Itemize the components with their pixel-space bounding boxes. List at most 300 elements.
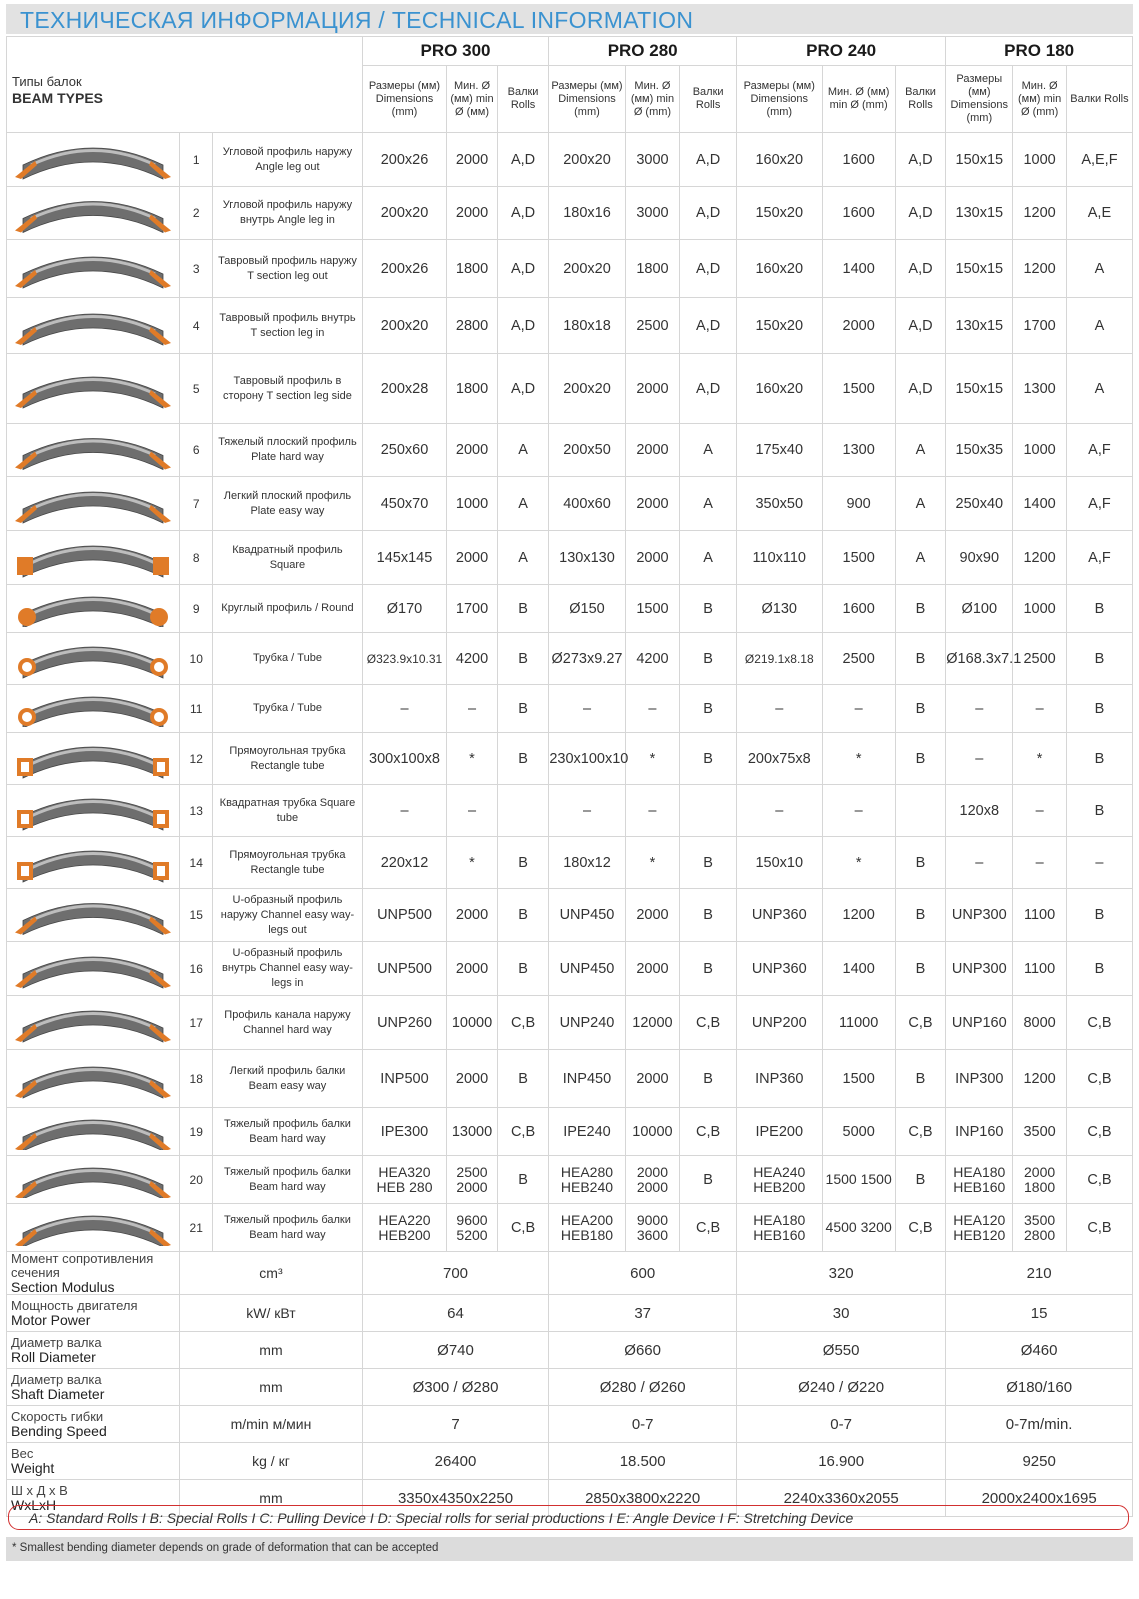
min-diameter-cell: 2000 bbox=[625, 942, 680, 996]
row-number: 15 bbox=[180, 889, 213, 942]
dimensions-cell: UNP260 bbox=[362, 996, 447, 1050]
row-number: 17 bbox=[180, 996, 213, 1050]
min-diameter-cell: 9600 5200 bbox=[447, 1204, 498, 1252]
dimensions-cell: 200x50 bbox=[549, 424, 625, 477]
spec-row bbox=[7, 1295, 1133, 1332]
min-diameter-cell: 1200 bbox=[1013, 240, 1067, 298]
beam-description: Тавровый профиль в сторону T section leg side bbox=[213, 354, 363, 424]
min-diameter-cell: * bbox=[625, 733, 680, 785]
dimensions-header: Размеры (мм) Dimensions (mm) bbox=[549, 66, 625, 133]
min-diameter-header: Мин. Ø (мм) min Ø (мм) bbox=[447, 66, 498, 133]
min-diameter-cell: 2000 bbox=[447, 133, 498, 187]
rolls-cell: A bbox=[497, 424, 549, 477]
beam-row bbox=[7, 785, 1133, 837]
spec-label bbox=[7, 1443, 180, 1480]
dimensions-cell: UNP450 bbox=[549, 889, 625, 942]
spec-row bbox=[7, 1369, 1133, 1406]
beam-profile-icon bbox=[7, 633, 180, 685]
rolls-cell: B bbox=[1066, 585, 1132, 633]
beam-types-label-ru: Типы балок bbox=[12, 74, 82, 89]
beam-description: Тяжелый профиль балки Beam hard way bbox=[213, 1156, 363, 1204]
rolls-cell: C,B bbox=[1066, 1050, 1132, 1108]
spec-unit: mm bbox=[180, 1369, 363, 1406]
dimensions-cell: 130x15 bbox=[946, 298, 1013, 354]
dimensions-cell: 200x20 bbox=[362, 298, 447, 354]
model-header-pro300: PRO 300 bbox=[362, 37, 549, 66]
min-diameter-cell: 1400 bbox=[822, 942, 895, 996]
dimensions-cell: 145x145 bbox=[362, 531, 447, 585]
rolls-cell: A bbox=[680, 531, 737, 585]
spec-label bbox=[7, 1406, 180, 1443]
spec-value: 700 bbox=[362, 1252, 549, 1295]
beam-profile-icon bbox=[7, 733, 180, 785]
beam-description: Квадратный профиль Square bbox=[213, 531, 363, 585]
beam-description: Угловой профиль наружу Angle leg out bbox=[213, 133, 363, 187]
rolls-cell: A,D bbox=[895, 187, 946, 240]
spec-value: 2850x3800x2220 bbox=[549, 1480, 737, 1517]
beam-description: Легкий профиль балки Beam easy way bbox=[213, 1050, 363, 1108]
rolls-cell: A bbox=[895, 424, 946, 477]
row-number: 16 bbox=[180, 942, 213, 996]
row-number: 14 bbox=[180, 837, 213, 889]
min-diameter-cell: – bbox=[625, 785, 680, 837]
spec-label-en: Bending Speed bbox=[11, 1423, 107, 1439]
min-diameter-cell: * bbox=[447, 733, 498, 785]
dimensions-cell: 250x40 bbox=[946, 477, 1013, 531]
row-number: 7 bbox=[180, 477, 213, 531]
dimensions-cell: HEA320 HEB 280 bbox=[362, 1156, 447, 1204]
beam-description: Квадратная трубка Square tube bbox=[213, 785, 363, 837]
spec-unit: m/min м/мин bbox=[180, 1406, 363, 1443]
row-number: 21 bbox=[180, 1204, 213, 1252]
rolls-cell: A,F bbox=[1066, 477, 1132, 531]
min-diameter-cell: – bbox=[447, 785, 498, 837]
dimensions-cell: INP500 bbox=[362, 1050, 447, 1108]
rolls-header: Валки Rolls bbox=[680, 66, 737, 133]
beam-profile-icon bbox=[7, 298, 180, 354]
row-number: 10 bbox=[180, 633, 213, 685]
dimensions-cell: INP450 bbox=[549, 1050, 625, 1108]
beam-row bbox=[7, 942, 1133, 996]
rolls-cell bbox=[497, 785, 549, 837]
rolls-cell: A bbox=[1066, 354, 1132, 424]
rolls-cell: B bbox=[895, 942, 946, 996]
beam-profile-icon bbox=[7, 585, 180, 633]
legend-text: A: Standard Rolls I B: Special Rolls I C: Pulling Device I D: Special rolls for serial productions I E: Angle Device I F: Stretching Device bbox=[29, 1510, 854, 1526]
dimensions-cell: INP160 bbox=[946, 1108, 1013, 1156]
rolls-cell: B bbox=[680, 633, 737, 685]
rolls-cell: A bbox=[497, 531, 549, 585]
spec-value: 0-7m/min. bbox=[946, 1406, 1133, 1443]
beam-types-label-en: BEAM TYPES bbox=[12, 90, 104, 106]
rolls-cell: A,D bbox=[895, 240, 946, 298]
dimensions-cell: 150x20 bbox=[736, 187, 822, 240]
dimensions-cell: HEA180 HEB160 bbox=[736, 1204, 822, 1252]
rolls-legend bbox=[8, 1505, 1129, 1530]
min-diameter-cell: 1300 bbox=[1013, 354, 1067, 424]
min-diameter-cell: 10000 bbox=[447, 996, 498, 1050]
beam-row bbox=[7, 1156, 1133, 1204]
min-diameter-cell: 1800 bbox=[625, 240, 680, 298]
min-diameter-cell: – bbox=[1013, 837, 1067, 889]
min-diameter-cell: 1000 bbox=[1013, 585, 1067, 633]
dimensions-cell: 200x20 bbox=[549, 354, 625, 424]
beam-profile-icon bbox=[7, 133, 180, 187]
spec-label-ru: Вес bbox=[11, 1446, 34, 1461]
model-header-pro240: PRO 240 bbox=[736, 37, 945, 66]
dimensions-cell: – bbox=[549, 785, 625, 837]
min-diameter-cell: 1400 bbox=[1013, 477, 1067, 531]
beam-profile-icon bbox=[7, 785, 180, 837]
rolls-cell: B bbox=[895, 633, 946, 685]
beam-profile-icon bbox=[7, 685, 180, 733]
dimensions-cell: UNP360 bbox=[736, 942, 822, 996]
spec-value: 64 bbox=[362, 1295, 549, 1332]
min-diameter-cell: 8000 bbox=[1013, 996, 1067, 1050]
beam-row bbox=[7, 1050, 1133, 1108]
min-diameter-cell: * bbox=[822, 733, 895, 785]
rolls-cell: A bbox=[680, 424, 737, 477]
min-diameter-cell: 1500 bbox=[822, 354, 895, 424]
rolls-cell: C,B bbox=[1066, 996, 1132, 1050]
rolls-header: Валки Rolls bbox=[895, 66, 946, 133]
dimensions-cell: Ø323.9x10.31 bbox=[362, 633, 447, 685]
beam-description: Тавровый профиль наружу T section leg out bbox=[213, 240, 363, 298]
min-diameter-cell: 2000 bbox=[447, 942, 498, 996]
dimensions-cell: HEA200 HEB180 bbox=[549, 1204, 625, 1252]
min-diameter-cell: 9000 3600 bbox=[625, 1204, 680, 1252]
row-number: 20 bbox=[180, 1156, 213, 1204]
rolls-cell: B bbox=[895, 733, 946, 785]
rolls-cell: B bbox=[895, 685, 946, 733]
rolls-cell: A,D bbox=[497, 187, 549, 240]
min-diameter-cell: 2000 1800 bbox=[1013, 1156, 1067, 1204]
min-diameter-cell: 1200 bbox=[1013, 531, 1067, 585]
spec-value: 3350x4350x2250 bbox=[362, 1480, 549, 1517]
spec-value: Ø550 bbox=[736, 1332, 945, 1369]
rolls-cell: A bbox=[680, 477, 737, 531]
min-diameter-cell: 3500 bbox=[1013, 1108, 1067, 1156]
rolls-cell bbox=[680, 785, 737, 837]
rolls-header: Валки Rolls bbox=[1066, 66, 1132, 133]
row-number: 19 bbox=[180, 1108, 213, 1156]
beam-description: Трубка / Tube bbox=[213, 685, 363, 733]
rolls-cell: B bbox=[895, 585, 946, 633]
dimensions-cell: 200x20 bbox=[549, 240, 625, 298]
dimensions-cell: IPE300 bbox=[362, 1108, 447, 1156]
rolls-cell: A,D bbox=[497, 240, 549, 298]
dimensions-cell: – bbox=[946, 733, 1013, 785]
min-diameter-cell: – bbox=[822, 785, 895, 837]
beam-types-header bbox=[7, 37, 363, 133]
rolls-cell: A,D bbox=[497, 133, 549, 187]
spec-label bbox=[7, 1369, 180, 1406]
beam-profile-icon bbox=[7, 1204, 180, 1252]
min-diameter-cell: 1800 bbox=[447, 354, 498, 424]
spec-row bbox=[7, 1443, 1133, 1480]
spec-label-ru: Диаметр валка bbox=[11, 1372, 102, 1387]
beam-profile-icon bbox=[7, 1050, 180, 1108]
beam-profile-icon bbox=[7, 1108, 180, 1156]
spec-label-en: Roll Diameter bbox=[11, 1349, 96, 1365]
rolls-header: Валки Rolls bbox=[497, 66, 549, 133]
dimensions-cell: INP360 bbox=[736, 1050, 822, 1108]
rolls-cell: B bbox=[680, 837, 737, 889]
rolls-cell: B bbox=[680, 889, 737, 942]
beam-description: Профиль канала наружу Channel hard way bbox=[213, 996, 363, 1050]
min-diameter-cell: – bbox=[447, 685, 498, 733]
rolls-cell: A bbox=[895, 531, 946, 585]
beam-profile-icon bbox=[7, 477, 180, 531]
dimensions-cell: Ø170 bbox=[362, 585, 447, 633]
rolls-cell: A,D bbox=[680, 133, 737, 187]
beam-row bbox=[7, 477, 1133, 531]
spec-value: 30 bbox=[736, 1295, 945, 1332]
rolls-cell: B bbox=[680, 585, 737, 633]
spec-value: 320 bbox=[736, 1252, 945, 1295]
beam-row bbox=[7, 354, 1133, 424]
dimensions-cell: UNP500 bbox=[362, 942, 447, 996]
spec-label-en: Weight bbox=[11, 1460, 55, 1476]
spec-label bbox=[7, 1332, 180, 1369]
dimensions-header: Размеры (мм) Dimensions (mm) bbox=[736, 66, 822, 133]
beam-row bbox=[7, 298, 1133, 354]
beam-description: Легкий плоский профиль Plate easy way bbox=[213, 477, 363, 531]
dimensions-cell: UNP200 bbox=[736, 996, 822, 1050]
dimensions-cell: 150x20 bbox=[736, 298, 822, 354]
beam-description: Трубка / Tube bbox=[213, 633, 363, 685]
min-diameter-cell: * bbox=[447, 837, 498, 889]
min-diameter-cell: 2500 2000 bbox=[447, 1156, 498, 1204]
rolls-cell: C,B bbox=[1066, 1108, 1132, 1156]
rolls-cell: A,D bbox=[895, 298, 946, 354]
dimensions-cell: HEA220 HEB200 bbox=[362, 1204, 447, 1252]
beam-row bbox=[7, 531, 1133, 585]
min-diameter-cell: 900 bbox=[822, 477, 895, 531]
rolls-cell: A,E bbox=[1066, 187, 1132, 240]
row-number: 5 bbox=[180, 354, 213, 424]
dimensions-cell: – bbox=[736, 685, 822, 733]
spec-row bbox=[7, 1332, 1133, 1369]
min-diameter-cell: 1200 bbox=[1013, 1050, 1067, 1108]
spec-label-en: Section Modulus bbox=[11, 1279, 115, 1295]
dimensions-cell: 180x18 bbox=[549, 298, 625, 354]
spec-value: 0-7 bbox=[549, 1406, 737, 1443]
dimensions-cell: 200x26 bbox=[362, 133, 447, 187]
page-title: ТЕХНИЧЕСКАЯ ИНФОРМАЦИЯ / TECHNICAL INFORMATION bbox=[20, 7, 694, 33]
rolls-cell: C,B bbox=[680, 996, 737, 1050]
dimensions-cell: HEA240 HEB200 bbox=[736, 1156, 822, 1204]
spec-value: 16.900 bbox=[736, 1443, 945, 1480]
min-diameter-cell: 2000 bbox=[822, 298, 895, 354]
min-diameter-cell: * bbox=[1013, 733, 1067, 785]
spec-unit: mm bbox=[180, 1480, 363, 1517]
rolls-cell: C,B bbox=[1066, 1156, 1132, 1204]
rolls-cell: B bbox=[497, 942, 549, 996]
model-header-pro180: PRO 180 bbox=[946, 37, 1133, 66]
rolls-cell: B bbox=[1066, 633, 1132, 685]
beam-description: Прямоугольная трубка Rectangle tube bbox=[213, 837, 363, 889]
rolls-cell: C,B bbox=[895, 996, 946, 1050]
dimensions-cell: 200x20 bbox=[362, 187, 447, 240]
rolls-cell: B bbox=[497, 889, 549, 942]
beam-description: Угловой профиль наружу внутрь Angle leg in bbox=[213, 187, 363, 240]
beam-row bbox=[7, 133, 1133, 187]
dimensions-cell: 200x20 bbox=[549, 133, 625, 187]
rolls-cell: C,B bbox=[895, 1204, 946, 1252]
dimensions-cell: – bbox=[362, 685, 447, 733]
dimensions-cell: 130x130 bbox=[549, 531, 625, 585]
spec-label-ru: Мощность двигателя bbox=[11, 1298, 138, 1313]
min-diameter-cell: 3500 2800 bbox=[1013, 1204, 1067, 1252]
spec-unit: mm bbox=[180, 1332, 363, 1369]
beam-profile-icon bbox=[7, 240, 180, 298]
row-number: 13 bbox=[180, 785, 213, 837]
spec-row bbox=[7, 1406, 1133, 1443]
spec-value: Ø240 / Ø220 bbox=[736, 1369, 945, 1406]
dimensions-cell: IPE240 bbox=[549, 1108, 625, 1156]
beam-row bbox=[7, 733, 1133, 785]
min-diameter-cell: 2000 bbox=[447, 187, 498, 240]
rolls-cell: A,D bbox=[497, 298, 549, 354]
dimensions-cell: HEA120 HEB120 bbox=[946, 1204, 1013, 1252]
rolls-cell: B bbox=[895, 1050, 946, 1108]
spec-label-ru: Ш х Д х В bbox=[11, 1483, 68, 1498]
rolls-cell: A bbox=[895, 477, 946, 531]
min-diameter-header: Мин. Ø (мм) min Ø (mm) bbox=[625, 66, 680, 133]
spec-value: Ø660 bbox=[549, 1332, 737, 1369]
dimensions-cell: Ø168.3x7.1 bbox=[946, 633, 1013, 685]
beam-description: Круглый профиль / Round bbox=[213, 585, 363, 633]
beam-description: U-образный профиль внутрь Channel easy way-legs in bbox=[213, 942, 363, 996]
dimensions-cell: – bbox=[362, 785, 447, 837]
min-diameter-cell: 3000 bbox=[625, 187, 680, 240]
dimensions-header: Размеры (мм) Dimensions (mm) bbox=[362, 66, 447, 133]
row-number: 3 bbox=[180, 240, 213, 298]
min-diameter-cell: 2800 bbox=[447, 298, 498, 354]
dimensions-cell: 120x8 bbox=[946, 785, 1013, 837]
min-diameter-cell: – bbox=[1013, 685, 1067, 733]
beam-row bbox=[7, 685, 1133, 733]
beam-row bbox=[7, 996, 1133, 1050]
rolls-cell: B bbox=[680, 1156, 737, 1204]
rolls-cell: A,D bbox=[497, 354, 549, 424]
row-number: 8 bbox=[180, 531, 213, 585]
beam-row bbox=[7, 187, 1133, 240]
rolls-cell: B bbox=[497, 633, 549, 685]
dimensions-cell: Ø273x9.27 bbox=[549, 633, 625, 685]
rolls-cell: A,D bbox=[680, 354, 737, 424]
dimensions-cell: 175x40 bbox=[736, 424, 822, 477]
spec-label-ru: Момент сопротивления сечения bbox=[11, 1251, 154, 1280]
beam-profile-icon bbox=[7, 837, 180, 889]
beam-description: Тяжелый профиль балки Beam hard way bbox=[213, 1204, 363, 1252]
dimensions-cell: 200x75x8 bbox=[736, 733, 822, 785]
dimensions-cell: – bbox=[549, 685, 625, 733]
rolls-cell: C,B bbox=[680, 1108, 737, 1156]
dimensions-cell: Ø150 bbox=[549, 585, 625, 633]
min-diameter-cell: 2000 bbox=[447, 1050, 498, 1108]
rolls-cell: A,D bbox=[895, 354, 946, 424]
min-diameter-cell: * bbox=[625, 837, 680, 889]
spec-unit: cm³ bbox=[180, 1252, 363, 1295]
spec-value: 0-7 bbox=[736, 1406, 945, 1443]
rolls-cell: A,D bbox=[895, 133, 946, 187]
rolls-cell: C,B bbox=[497, 1108, 549, 1156]
dimensions-cell: 250x60 bbox=[362, 424, 447, 477]
rolls-cell: C,B bbox=[1066, 1204, 1132, 1252]
dimensions-cell: UNP160 bbox=[946, 996, 1013, 1050]
rolls-cell: B bbox=[895, 1156, 946, 1204]
beam-profile-icon bbox=[7, 424, 180, 477]
beam-description: Тяжелый профиль балки Beam hard way bbox=[213, 1108, 363, 1156]
dimensions-cell: 180x16 bbox=[549, 187, 625, 240]
dimensions-cell: 160x20 bbox=[736, 354, 822, 424]
spec-value: Ø180/160 bbox=[946, 1369, 1133, 1406]
dimensions-cell: UNP240 bbox=[549, 996, 625, 1050]
dimensions-cell: UNP300 bbox=[946, 942, 1013, 996]
min-diameter-cell: 1200 bbox=[1013, 187, 1067, 240]
beam-row bbox=[7, 837, 1133, 889]
dimensions-cell: INP300 bbox=[946, 1050, 1013, 1108]
dimensions-cell: – bbox=[946, 837, 1013, 889]
beam-row bbox=[7, 240, 1133, 298]
rolls-cell: B bbox=[497, 733, 549, 785]
min-diameter-cell: 13000 bbox=[447, 1108, 498, 1156]
beam-row bbox=[7, 1108, 1133, 1156]
beam-profile-icon bbox=[7, 1156, 180, 1204]
rolls-cell: B bbox=[895, 837, 946, 889]
min-diameter-cell: 1600 bbox=[822, 187, 895, 240]
dimensions-cell: 300x100x8 bbox=[362, 733, 447, 785]
dimensions-cell: UNP300 bbox=[946, 889, 1013, 942]
min-diameter-cell: 1000 bbox=[447, 477, 498, 531]
min-diameter-cell: 1600 bbox=[822, 133, 895, 187]
spec-label bbox=[7, 1295, 180, 1332]
rolls-cell: B bbox=[497, 1156, 549, 1204]
dimensions-cell: 150x15 bbox=[946, 354, 1013, 424]
row-number: 11 bbox=[180, 685, 213, 733]
dimensions-cell: 450x70 bbox=[362, 477, 447, 531]
rolls-cell: B bbox=[680, 733, 737, 785]
spec-value: Ø460 bbox=[946, 1332, 1133, 1369]
rolls-cell: A,E,F bbox=[1066, 133, 1132, 187]
rolls-cell: C,B bbox=[497, 996, 549, 1050]
min-diameter-cell: 1000 bbox=[1013, 133, 1067, 187]
beam-profile-icon bbox=[7, 942, 180, 996]
rolls-cell: B bbox=[1066, 785, 1132, 837]
footnote bbox=[6, 1537, 1133, 1561]
min-diameter-cell: 1700 bbox=[447, 585, 498, 633]
rolls-cell: B bbox=[680, 942, 737, 996]
min-diameter-cell: 1100 bbox=[1013, 942, 1067, 996]
dimensions-cell: UNP500 bbox=[362, 889, 447, 942]
min-diameter-cell: 2000 2000 bbox=[625, 1156, 680, 1204]
dimensions-cell: HEA280 HEB240 bbox=[549, 1156, 625, 1204]
spec-label-en: Motor Power bbox=[11, 1312, 91, 1328]
technical-table bbox=[6, 36, 1133, 1517]
rolls-cell: C,B bbox=[497, 1204, 549, 1252]
min-diameter-cell: 2500 bbox=[625, 298, 680, 354]
spec-value: 2240x3360x2055 bbox=[736, 1480, 945, 1517]
rolls-cell: B bbox=[680, 685, 737, 733]
min-diameter-cell: 2500 bbox=[1013, 633, 1067, 685]
min-diameter-cell: 2000 bbox=[625, 889, 680, 942]
min-diameter-cell: 1200 bbox=[822, 889, 895, 942]
beam-profile-icon bbox=[7, 996, 180, 1050]
min-diameter-cell: 1500 bbox=[625, 585, 680, 633]
rolls-cell: C,B bbox=[680, 1204, 737, 1252]
